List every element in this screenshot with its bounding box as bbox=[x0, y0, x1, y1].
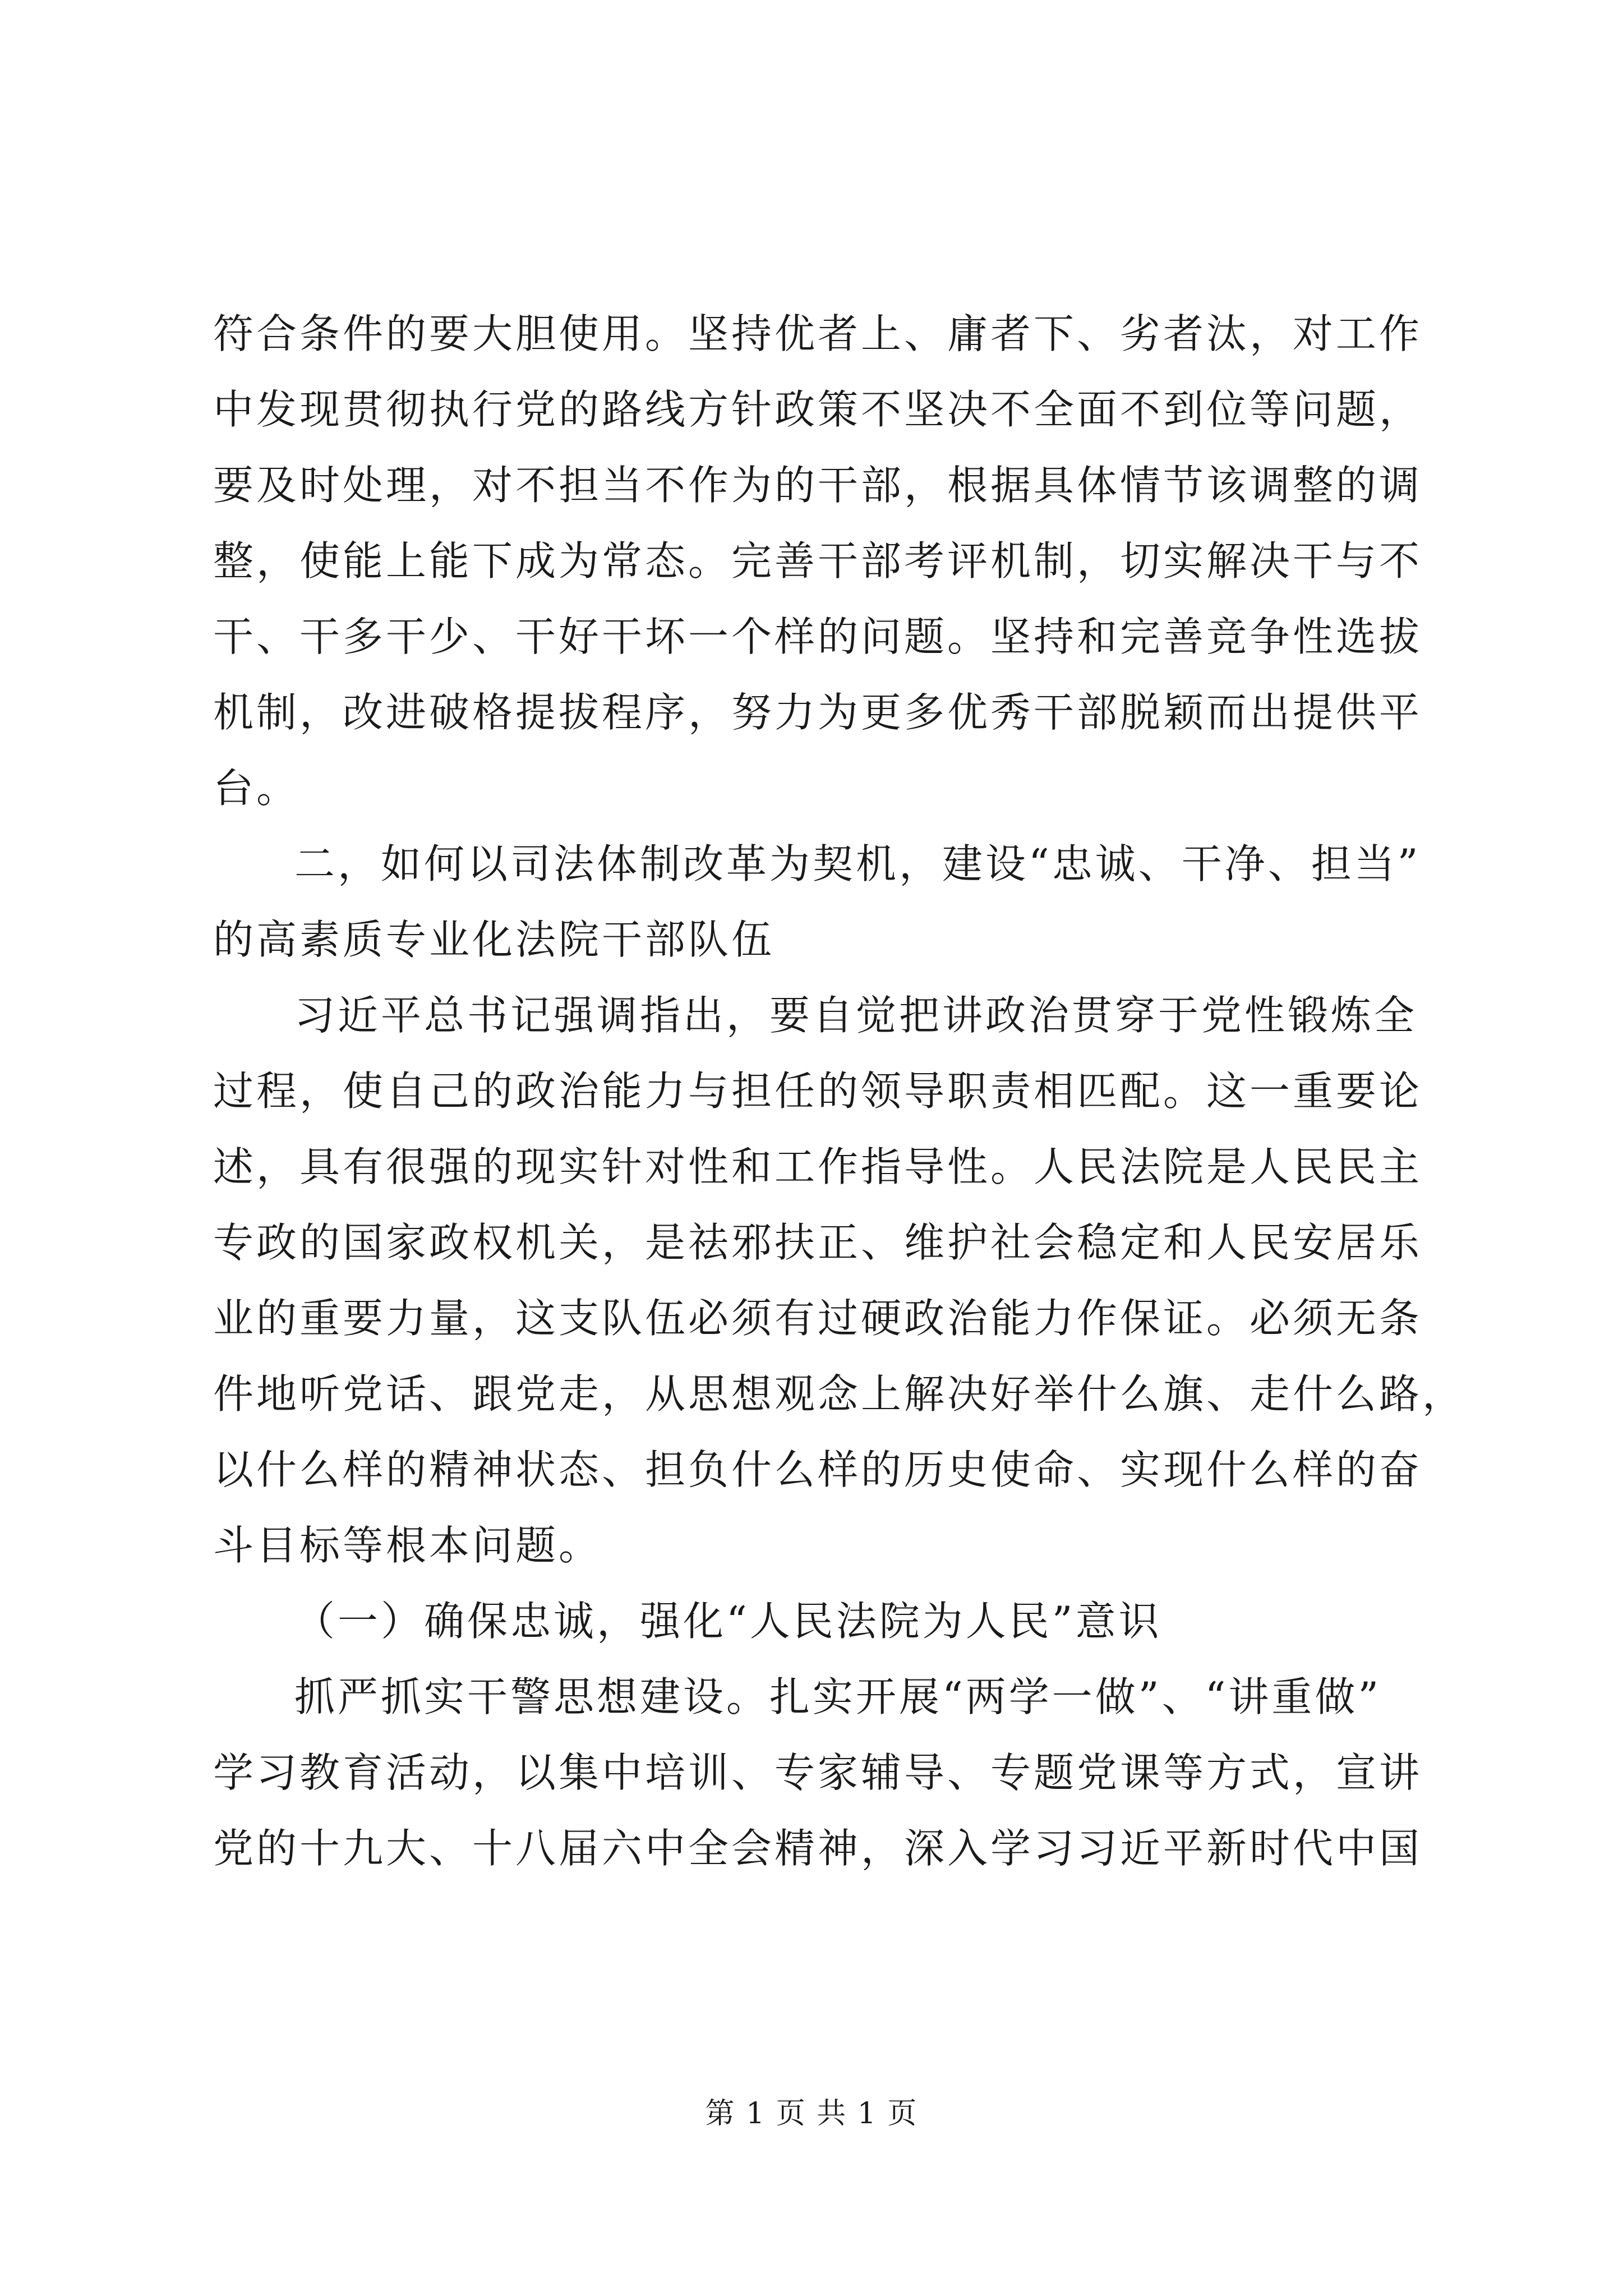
paragraph-line: 台。 bbox=[213, 765, 300, 812]
paragraph-line: 斗目标等根本问题。 bbox=[213, 1522, 602, 1569]
subsection-heading-line: （一）确保忠诚，强化“人民法院为人民”意识 bbox=[294, 1598, 1162, 1645]
paragraph-line: 学习教育活动，以集中培训、专家辅导、专题党课等方式，宣讲 bbox=[213, 1749, 1423, 1796]
paragraph-line: 要及时处理，对不担当不作为的干部，根据具体情节该调整的调 bbox=[213, 462, 1423, 509]
paragraph-line: 干、干多干少、干好干坏一个样的问题。坚持和完善竞争性选拔 bbox=[213, 613, 1423, 660]
page-footer: 第 1 页 共 1 页 bbox=[705, 2097, 918, 2131]
paragraph-line: 机制，改进破格提拔程序，努力为更多优秀干部脱颖而出提供平 bbox=[213, 689, 1423, 736]
section-heading-line: 二，如何以司法体制改革为契机，建设“忠诚、干净、担当” bbox=[294, 840, 1421, 887]
paragraph-line: 符合条件的要大胆使用。坚持优者上、庸者下、劣者汰，对工作 bbox=[213, 310, 1423, 357]
section-heading-line: 的高素质专业化法院干部队伍 bbox=[213, 916, 775, 963]
paragraph-line: 中发现贯彻执行党的路线方针政策不坚决不全面不到位等问题， bbox=[213, 386, 1423, 433]
paragraph-line: 习近平总书记强调指出，要自觉把讲政治贯穿于党性锻炼全 bbox=[294, 992, 1418, 1039]
paragraph-line: 以什么样的精神状态、担负什么样的历史使命、实现什么样的奋 bbox=[213, 1446, 1423, 1493]
paragraph-line: 件地听党话、跟党走，从思想观念上解决好举什么旗、走什么路， bbox=[213, 1370, 1466, 1418]
paragraph-line: 抓严抓实干警思想建设。扎实开展“两学一做”、“讲重做” bbox=[294, 1673, 1382, 1720]
paragraph-line: 述，具有很强的现实针对性和工作指导性。人民法院是人民民主 bbox=[213, 1143, 1423, 1190]
paragraph-line: 党的十九大、十八届六中全会精神，深入学习习近平新时代中国 bbox=[213, 1825, 1423, 1872]
paragraph-line: 过程，使自己的政治能力与担任的领导职责相匹配。这一重要论 bbox=[213, 1068, 1423, 1115]
paragraph-line: 业的重要力量，这支队伍必须有过硬政治能力作保证。必须无条 bbox=[213, 1295, 1423, 1342]
paragraph-line: 整，使能上能下成为常态。完善干部考评机制，切实解决干与不 bbox=[213, 537, 1423, 585]
paragraph-line: 专政的国家政权机关，是祛邪扶正、维护社会稳定和人民安居乐 bbox=[213, 1219, 1423, 1266]
